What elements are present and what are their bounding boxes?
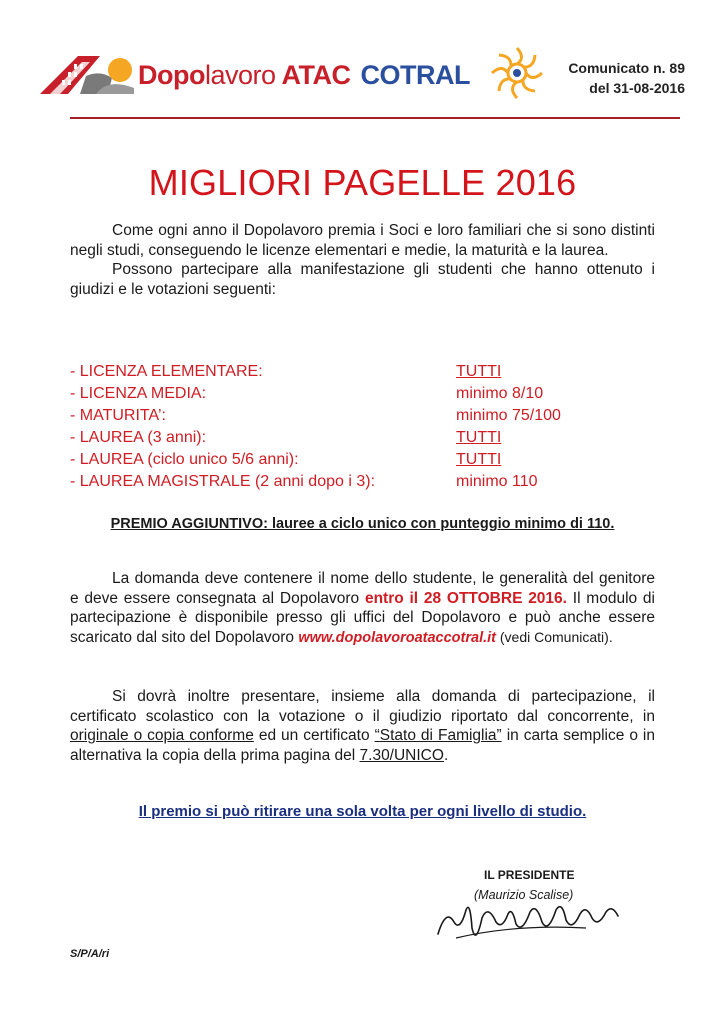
certificato-text-3: in carta semplice o in alternativa la copia della prima pagina del xyxy=(70,727,655,764)
licenza-value: TUTTI xyxy=(456,451,502,468)
originale-text: originale o copia conforme xyxy=(70,727,254,744)
document-initials: S/P/A/ri xyxy=(70,948,110,960)
intro-paragraph xyxy=(70,221,655,299)
brand-atac: ATAC xyxy=(281,60,351,90)
president-title: IL PRESIDENTE xyxy=(484,868,575,882)
closing-note: Il premio si può ritirare una sola volta per ogni livello di studio. xyxy=(138,803,587,820)
certificato-text-4: . xyxy=(443,746,449,764)
licenza-label: - LAUREA (3 anni): xyxy=(70,429,207,446)
domanda-text-3: (vedi Comunicati). xyxy=(496,628,613,645)
domanda-paragraph xyxy=(70,569,655,648)
list-item xyxy=(70,451,670,473)
brand-name xyxy=(138,60,470,91)
licenza-value: minimo 75/100 xyxy=(456,407,561,424)
intro-text-1: Come ogni anno il Dopolavoro premia i Soci e loro familiari che si sono distinti negli studi, conseguendo le licenze elementari e medie, la maturità e la laurea. xyxy=(70,222,655,259)
certificato-paragraph xyxy=(70,687,655,765)
licenza-value: TUTTI xyxy=(456,363,502,380)
header-divider xyxy=(70,117,680,119)
website-link[interactable]: www.dopolavoroataccotral.it xyxy=(298,629,496,646)
comunicato-number: Comunicato n. 89 xyxy=(568,60,685,76)
licenza-value: minimo 110 xyxy=(456,473,538,490)
intro-text-2: Possono partecipare alla manifestazione gli studenti che hanno ottenuto i giudizi e le votazioni seguenti: xyxy=(70,261,655,298)
domanda-text-2: Il modulo di partecipazione è disponibile presso gli uffici del Dopolavoro e può anche essere scaricato dal sito del Dopolavoro xyxy=(70,589,655,646)
president-name: (Maurizio Scalise) xyxy=(474,888,574,902)
domanda-text-1: La domanda deve contenere il nome dello studente, le generalità del genitore e deve essere consegnata al Dopolavoro xyxy=(70,570,655,607)
licenza-label: - LAUREA (ciclo unico 5/6 anni): xyxy=(70,451,299,468)
list-item xyxy=(70,407,670,429)
licenza-label: - LICENZA ELEMENTARE: xyxy=(70,363,263,380)
handwritten-signature-icon xyxy=(436,888,626,948)
brand-cotral: COTRAL xyxy=(360,60,470,90)
brand-lavoro: lavoro xyxy=(204,60,276,90)
page-title: MIGLIORI PAGELLE 2016 xyxy=(148,162,577,203)
deadline-text: entro il 28 OTTOBRE 2016. xyxy=(364,589,567,607)
list-item xyxy=(70,429,670,451)
list-item xyxy=(70,385,670,407)
licenza-label: - LAUREA MAGISTRALE (2 anni dopo i 3): xyxy=(70,473,376,490)
licenza-value: TUTTI xyxy=(456,429,502,446)
unico-text: 7.30/UNICO xyxy=(359,746,444,764)
licenza-label: - LICENZA MEDIA: xyxy=(70,385,207,402)
list-item xyxy=(70,363,670,385)
sun-logo-icon xyxy=(488,44,546,102)
licenza-label: - MATURITA’: xyxy=(70,407,166,424)
comunicato-info xyxy=(568,58,685,98)
certificato-text-1: Si dovrà inoltre presentare, insieme alla domanda di partecipazione, il certificato scolastico con la votazione o il giudizio riportato dal concorrente, in xyxy=(70,688,655,725)
licenze-list xyxy=(70,363,670,495)
comunicato-date: del 31-08-2016 xyxy=(589,80,685,96)
stato-famiglia-text: “Stato di Famiglia” xyxy=(374,727,502,744)
certificato-text-2: ed un certificato xyxy=(253,727,375,744)
licenza-value: minimo 8/10 xyxy=(456,385,544,402)
premio-aggiuntivo: PREMIO AGGIUNTIVO: lauree a ciclo unico con punteggio minimo di 110. xyxy=(110,516,615,532)
list-item xyxy=(70,473,670,495)
colosseum-logo-icon xyxy=(38,48,136,100)
brand-dopo: Dopo xyxy=(138,60,205,90)
